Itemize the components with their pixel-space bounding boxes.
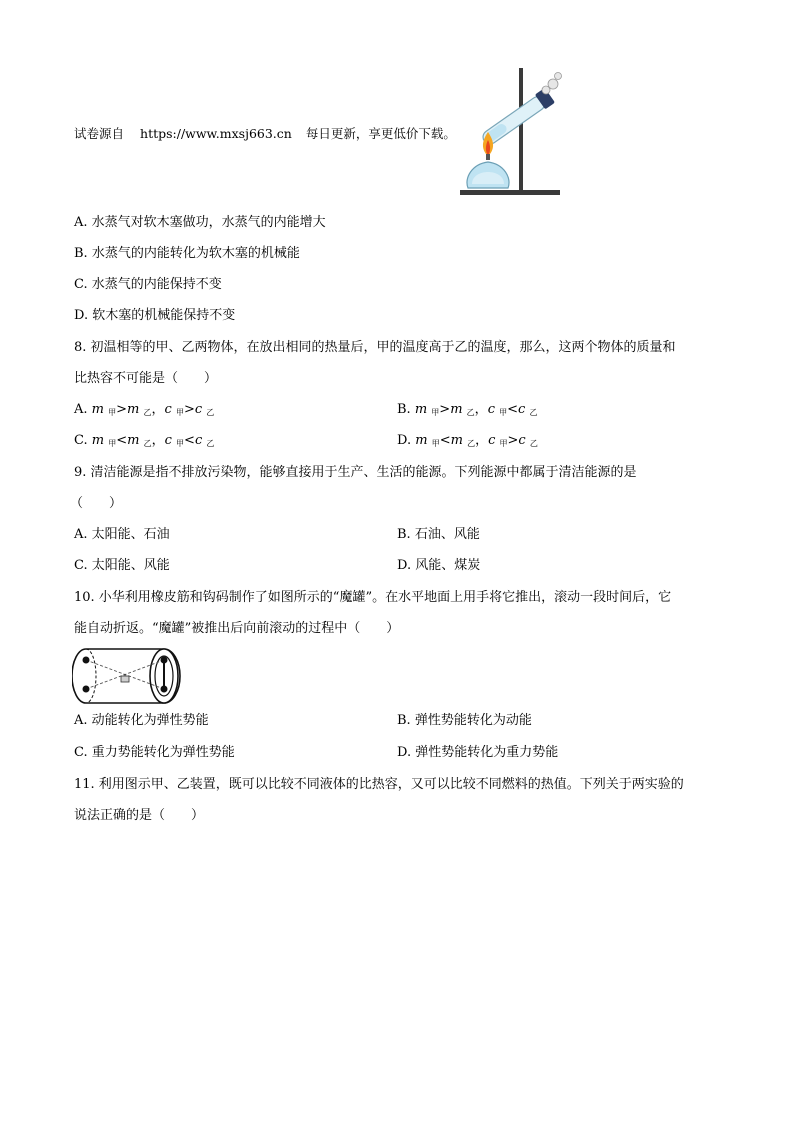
hook-weight	[121, 676, 129, 682]
q8-option-d: D. m $_甲$<m $_乙$，c $_甲$>c $_乙$	[397, 433, 538, 448]
source-prefix: 试卷源自	[74, 126, 125, 141]
q10-option-b: B. 弹性势能转化为动能	[397, 713, 532, 728]
q10-stem-line1: 10. 小华利用橡皮筋和钩码制作了如图所示的“魔罐”。在水平地面上用手将它推出，滚动一段时间后，它	[74, 590, 672, 605]
q10-option-c: C. 重力势能转化为弹性势能	[74, 745, 235, 760]
q10-option-d: D. 弹性势能转化为重力势能	[397, 745, 559, 760]
q7-option-c: C. 水蒸气的内能保持不变	[74, 277, 222, 292]
q10-option-a: A. 动能转化为弹性势能	[74, 713, 209, 728]
q9-option-a: A. 太阳能、石油	[74, 527, 170, 542]
source-slogan: 每日更新，享更低价下载。	[305, 126, 456, 141]
q11-stem-line2: 说法正确的是（ ）	[74, 808, 205, 823]
q9-option-b: B. 石油、风能	[397, 527, 480, 542]
test-tube-heating-figure	[458, 66, 568, 201]
q9-option-c: C. 太阳能、风能	[74, 558, 170, 573]
source-line	[74, 125, 456, 143]
q8-stem-line2: 比热容不可能是（ ）	[74, 371, 218, 386]
stand-base	[460, 190, 560, 195]
q11-stem-line1: 11. 利用图示甲、乙装置，既可以比较不同液体的比热容，又可以比较不同燃料的热值。下列关于两实验的	[74, 777, 684, 792]
q10-stem-line2: 能自动折返。“魔罐”被推出后向前滚动的过程中（ ）	[74, 621, 400, 636]
q7-option-d: D. 软木塞的机械能保持不变	[74, 308, 236, 323]
source-url[interactable]: https://www.mxsj663.cn	[140, 126, 292, 141]
q8-option-b: B. m $_甲$>m $_乙$，c $_甲$<c $_乙$	[397, 402, 538, 417]
q7-option-b: B. 水蒸气的内能转化为软木塞的机械能	[74, 246, 300, 261]
stand-rod	[519, 68, 523, 192]
q8-stem-line1: 8. 初温相等的甲、乙两物体，在放出相同的热量后，甲的温度高于乙的温度，那么，这两个物体的质量和	[74, 340, 676, 355]
q7-option-a: A. 水蒸气对软木塞做功，水蒸气的内能增大	[74, 215, 326, 230]
q8-option-c: C. m $_甲$<m $_乙$，c $_甲$<c $_乙$	[74, 433, 215, 448]
q9-stem-line2: （ ）	[70, 496, 123, 511]
q8-option-a: A. m $_甲$>m $_乙$，c $_甲$>c $_乙$	[74, 402, 215, 417]
q9-option-d: D. 风能、煤炭	[397, 558, 481, 573]
magic-can-figure	[72, 647, 184, 705]
q9-stem-line1: 9. 清洁能源是指不排放污染物，能够直接用于生产、生活的能源。下列能源中都属于清洁能源的是	[74, 465, 637, 480]
